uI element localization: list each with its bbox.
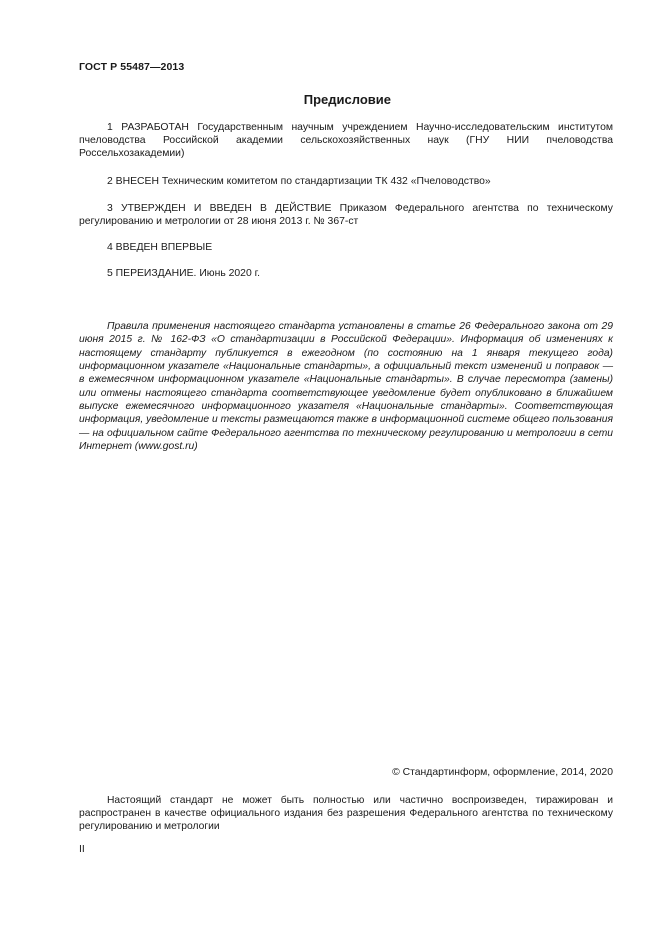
page-number: II <box>79 844 85 855</box>
application-rules-notice: Правила применения настоящего стандарта установлены в статье 26 Федерального закона от 29 июня 2015 г. № 162-ФЗ «О стандартизации в Российской Федерации». Информация об изменениях к настоящему стандарту публикуется в ежегодном (по состоянию на 1 января текущего года) информационном указателе «Национальные стандарты», а официальный текст изменений и поправок — в ежемесячном информационном указателе «Национальные стандарты». В случае пересмотра (замены) или отмены настоящего стандарта соответствующее уведомление будет опубликовано в ближайшем выпуске ежемесячного информационного указателя «Национальные стандарты». Соответствующая информация, уведомление и тексты размещаются также в информационной системе общего пользования — на официальном сайте Федерального агентства по техническому регулированию и метрологии в сети Интернет (www.gost.ru) <box>79 321 613 453</box>
reproduction-notice: Настоящий стандарт не может быть полностью или частично воспроизведен, тиражирован и распространен в качестве официального издания без разрешения Федерального агентства по техническому регулированию и метрологии <box>79 795 613 833</box>
foreword-item-2: 2 ВНЕСЕН Техническим комитетом по стандартизации ТК 432 «Пчеловодство» <box>107 176 491 187</box>
standard-code: ГОСТ Р 55487—2013 <box>79 61 185 73</box>
foreword-item-1: 1 РАЗРАБОТАН Государственным научным учреждением Научно-исследовательским институтом пчеловодства Российской академии сельскохозяйственных наук (ГНУ НИИ пчеловодства Россельхозакадемии) <box>79 122 613 160</box>
page-title: Предисловие <box>303 92 391 107</box>
foreword-item-3: 3 УТВЕРЖДЕН И ВВЕДЕН В ДЕЙСТВИЕ Приказом Федерального агентства по техническому регулированию и метрологии от 28 июня 2013 г. № 367-ст <box>79 203 613 228</box>
foreword-item-4: 4 ВВЕДЕН ВПЕРВЫЕ <box>107 242 213 253</box>
foreword-item-5: 5 ПЕРЕИЗДАНИЕ. Июнь 2020 г. <box>107 268 261 279</box>
copyright-line: © Стандартинформ, оформление, 2014, 2020 <box>392 767 613 778</box>
